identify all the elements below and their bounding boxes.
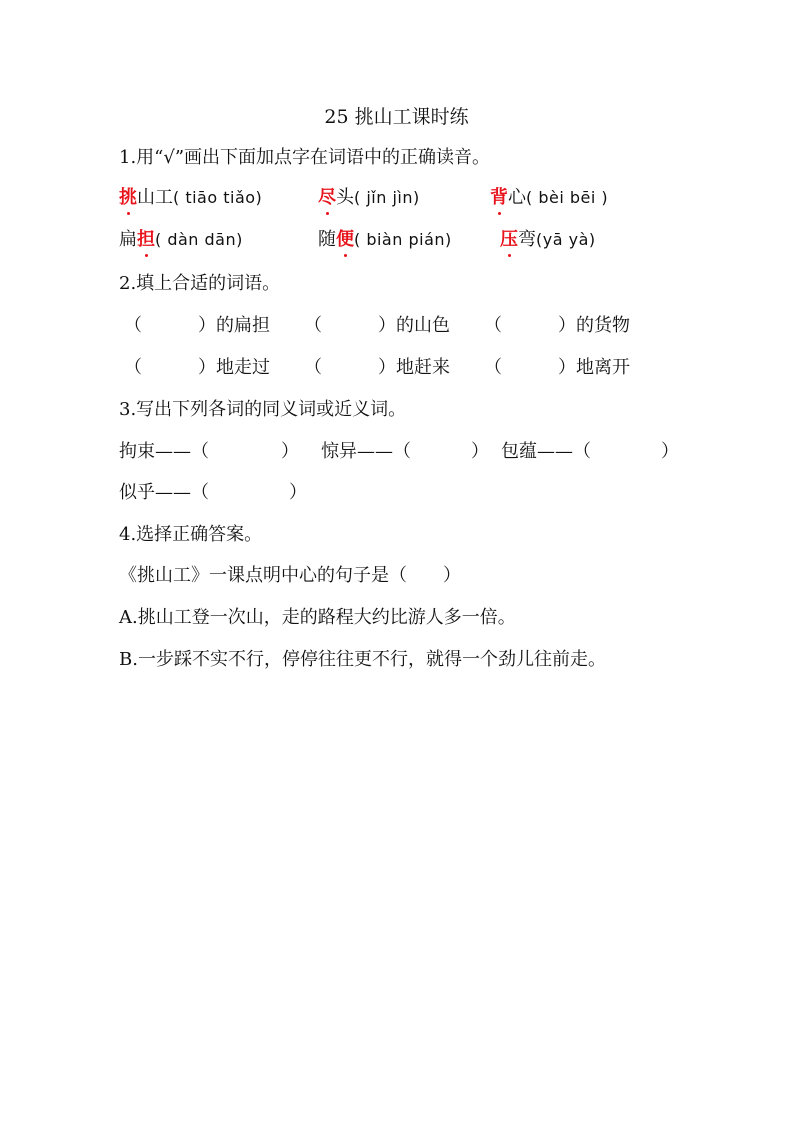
synonym-close: ）	[471, 441, 489, 462]
synonym-close: ）	[281, 441, 299, 462]
q4-option-b: B.一步踩不实不行，停停往往更不行，就得一个劲儿往前走。	[119, 649, 606, 670]
q1-item	[119, 186, 262, 210]
word-rest: 山工	[137, 187, 173, 208]
pinyin-options: ( biàn pián)	[354, 230, 452, 249]
synonym-word: 惊异——（	[321, 441, 411, 462]
dotted-char: 担	[137, 229, 155, 250]
pinyin-options: ( dàn dān)	[155, 230, 243, 249]
word-pre: 扁	[119, 229, 137, 250]
word-rest: 心	[508, 187, 526, 208]
blank-close: ）的扁担	[198, 315, 270, 336]
fill-blank	[378, 356, 450, 380]
blank-close: ）的货物	[558, 315, 630, 336]
q4-question: 《挑山工》一课点明中心的句子是（ ）	[119, 565, 461, 586]
synonym-close: ）	[661, 441, 679, 462]
q3-prompt: 3.写出下列各词的同义词或近义词。	[119, 399, 407, 420]
fill-blank	[378, 314, 450, 338]
q4-option-a: A.挑山工登一次山，走的路程大约比游人多一倍。	[119, 607, 516, 628]
fill-blank	[558, 314, 630, 338]
blank-open: （	[304, 315, 322, 336]
dotted-char: 便	[336, 229, 354, 250]
blank-close: ）地赶来	[378, 357, 450, 378]
synonym-word: 包蕴——（	[501, 441, 591, 462]
fill-blank	[558, 356, 630, 380]
synonym-word: 拘束——（	[119, 441, 209, 462]
synonym-word: 似乎——（	[119, 482, 209, 503]
word-rest: 头	[336, 187, 354, 208]
fill-blank	[124, 314, 142, 338]
q4-prompt: 4.选择正确答案。	[119, 524, 263, 545]
pinyin-options: ( jǐn jìn)	[354, 188, 420, 207]
blank-close: ）的山色	[378, 315, 450, 336]
blank-close: ）地走过	[198, 357, 270, 378]
q1-prompt: 1.用“√”画出下面加点字在词语中的正确读音。	[119, 147, 491, 168]
blank-open: （	[484, 315, 502, 336]
synonym-close: ）	[289, 482, 307, 503]
fill-blank	[484, 314, 502, 338]
q1-item	[490, 186, 608, 210]
blank-open: （	[484, 357, 502, 378]
fill-blank	[484, 356, 502, 380]
fill-blank	[304, 314, 322, 338]
fill-blank	[124, 356, 142, 380]
worksheet-title: 25 挑山工课时练	[324, 106, 469, 128]
dotted-char: 背	[490, 187, 508, 208]
word-pre: 随	[318, 229, 336, 250]
blank-open: （	[124, 315, 142, 336]
q1-item	[318, 228, 452, 252]
q1-item	[500, 228, 596, 252]
q1-item	[119, 228, 243, 252]
dotted-char: 尽	[318, 187, 336, 208]
pinyin-options: (yā yà)	[536, 230, 596, 249]
dotted-char: 挑	[119, 187, 137, 208]
word-rest: 弯	[518, 229, 536, 250]
blank-open: （	[124, 357, 142, 378]
blank-open: （	[304, 357, 322, 378]
q1-item	[318, 186, 420, 210]
blank-close: ）地离开	[558, 357, 630, 378]
q2-prompt: 2.填上合适的词语。	[119, 273, 281, 294]
fill-blank	[198, 314, 270, 338]
dotted-char: 压	[500, 229, 518, 250]
fill-blank	[198, 356, 270, 380]
pinyin-options: ( bèi bēi )	[526, 188, 609, 207]
pinyin-options: ( tiāo tiǎo)	[173, 188, 263, 207]
fill-blank	[304, 356, 322, 380]
